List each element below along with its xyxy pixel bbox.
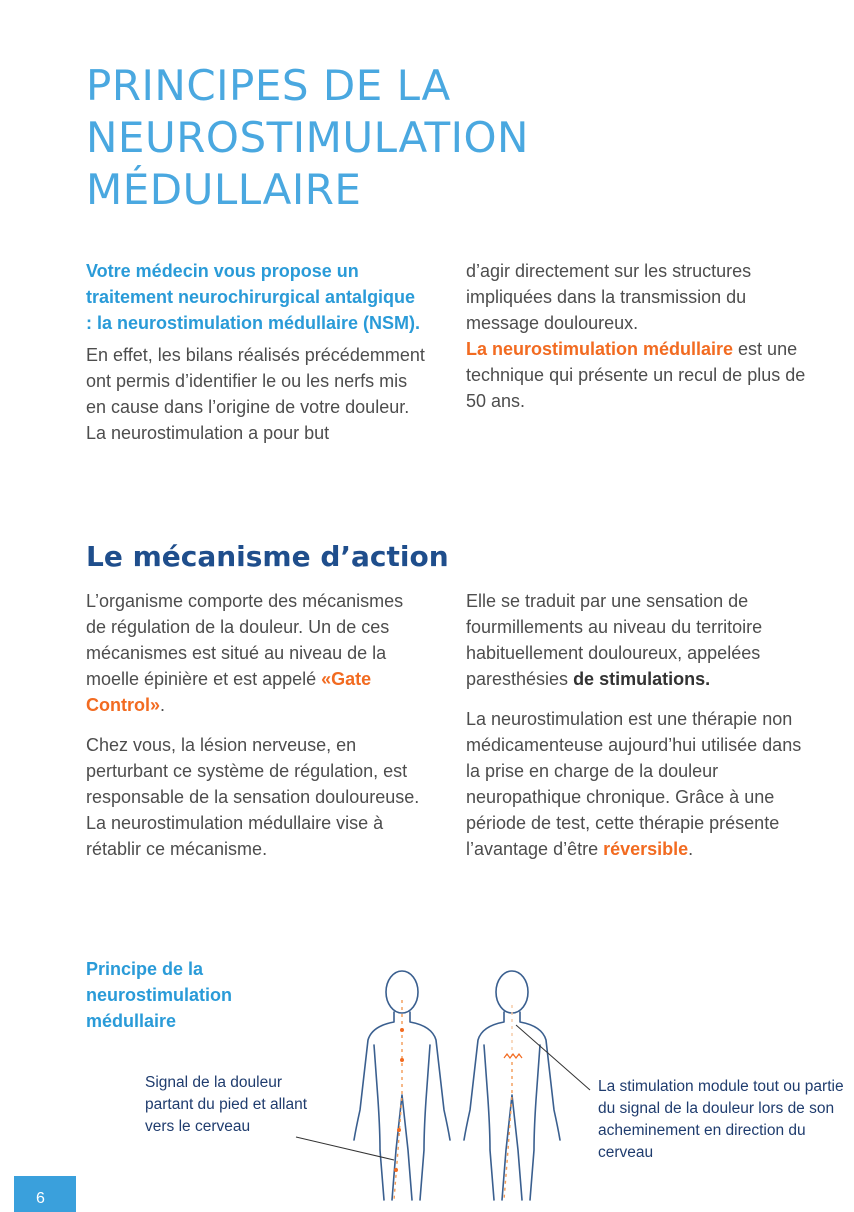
intro-left-body: En effet, les bilans réalisés précédemment ont permis d’identifier le ou les nerfs mis en cause dans l’origine de votre douleur. La neurostimulation a pour but <box>86 345 425 443</box>
mechanism-left-p1 <box>86 588 426 718</box>
left-signal-path <box>394 1000 402 1200</box>
intro-lead: Votre médecin vous propose un traitement neurochirurgical antalgique : la neurostimulation médullaire (NSM). <box>86 261 421 333</box>
mechanism-left-p2: Chez vous, la lésion nerveuse, en perturbant ce système de régulation, est responsable de la sensation douloureuse. La neurostimulation médullaire vise à rétablir ce mécanisme. <box>86 735 420 859</box>
reversible-highlight: réversible <box>603 839 689 859</box>
right-caption-leader <box>516 1025 590 1090</box>
page-title <box>86 60 686 216</box>
title-line-3: MÉDULLAIRE <box>86 165 362 214</box>
mechanism-left-p1-text: L’organisme comporte des mécanismes de régulation de la douleur. Un de ces mécanismes est situé au niveau de la moelle épinière et est appelé <box>86 591 404 689</box>
mechanism-heading: Le mécanisme d’action <box>86 540 449 573</box>
intro-right-after: est une technique qui présente un recul de plus de 50 ans. <box>466 339 806 411</box>
mechanism-right-p1-text: Elle se traduit par une sensation de fourmillements au niveau du territoire habituellement douloureux, appelées paresthésies <box>466 591 763 689</box>
page-number: 6 <box>14 1176 76 1212</box>
left-signal-arrows <box>394 1028 404 1172</box>
right-caption: La stimulation module tout ou partie du signal de la douleur lors de son acheminement en direction du cerveau <box>598 1078 844 1161</box>
intro-left-column <box>86 258 426 446</box>
intro-right-highlight-paragraph <box>466 336 816 414</box>
mechanism-right-p2-end: . <box>688 839 694 859</box>
intro-right-column <box>466 258 816 414</box>
left-caption-leader <box>296 1137 394 1160</box>
mechanism-left-p1-end: . <box>160 695 166 715</box>
left-caption: Signal de la douleur partant du pied et allant vers le cerveau <box>145 1074 308 1135</box>
mechanism-right-p2-text: La neurostimulation est une thérapie non médicamenteuse aujourd’hui utilisée dans la prise en charge de la douleur neuropathique chronique. Grâce à une période de test, cette thérapie présente l’avantage d’être <box>466 709 802 859</box>
principle-subheading: Principe de la neurostimulation médullaire <box>86 959 233 1031</box>
mechanism-right-p1 <box>466 588 816 692</box>
stimulation-emphasis: de stimulations. <box>573 669 711 689</box>
stimulation-electrode <box>504 1054 522 1058</box>
right-body-outline <box>464 971 560 1200</box>
title-line-1: PRINCIPES DE LA <box>86 61 451 110</box>
mechanism-right-p2 <box>466 706 816 862</box>
left-body-outline <box>354 971 450 1200</box>
intro-right-body: d’agir directement sur les structures impliquées dans la transmission du message douloureux. <box>466 261 752 333</box>
mechanism-right-column <box>466 588 816 862</box>
title-line-2: NEUROSTIMULATION <box>86 113 529 162</box>
mechanism-left-column <box>86 588 426 862</box>
gate-control-highlight: «Gate Control» <box>86 669 372 715</box>
nsm-highlight: La neurostimulation médullaire <box>466 339 734 359</box>
right-signal-path <box>504 1005 512 1200</box>
